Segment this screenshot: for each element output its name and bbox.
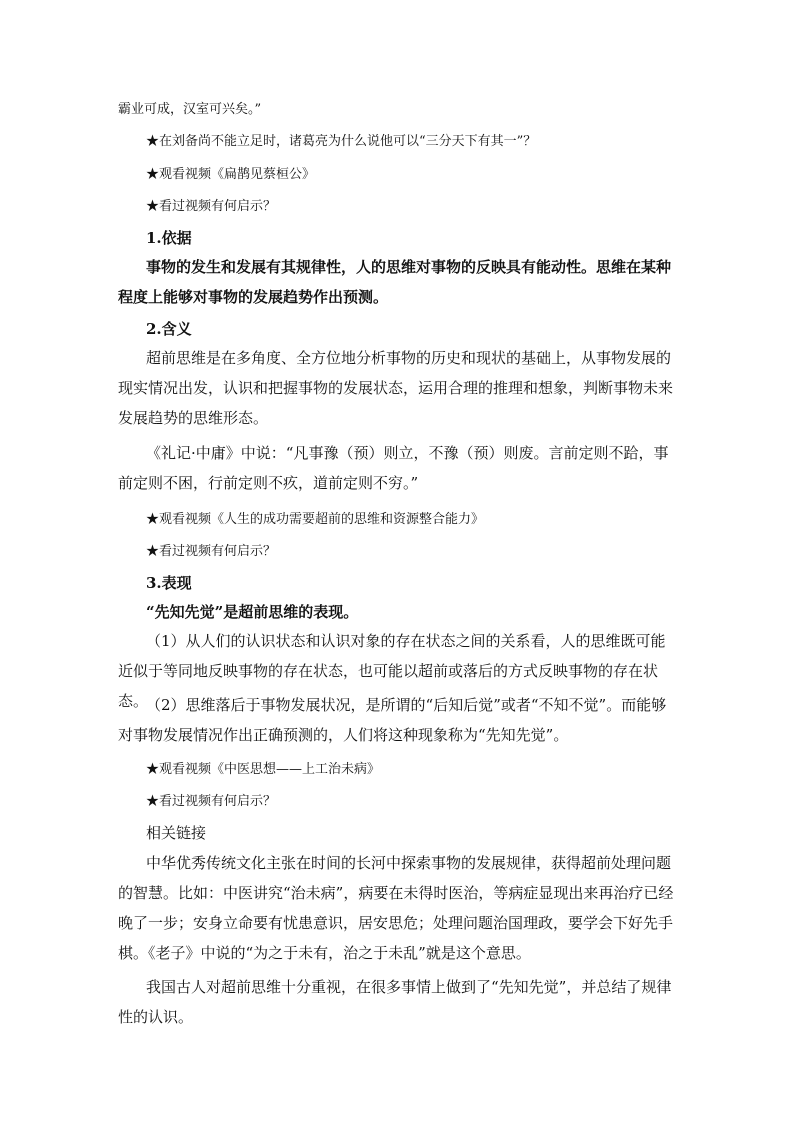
question-line: ★看过视频有何启示？ <box>146 199 277 214</box>
section-heading: 2.含义 <box>146 320 192 338</box>
quote-paragraph: 《礼记·中庸》中说：“凡事豫（预）则立，不豫（预）则废。言前定则不跲，事前定则不困，行前定则不疚，道前定则不穷。” <box>118 444 669 492</box>
text-line: 霸业可成，汉室可兴矣。” <box>118 102 262 117</box>
video-line: ★观看视频《中医思想——上工治未病》 <box>146 762 381 777</box>
perf-point-2: （2）思维落后于事物发展状况，是所谓的“后知后觉”或者“不知不觉”。而能够对事物发展情况作出正确预测的，人们将这种现象称为“先知先觉”。 <box>118 696 667 744</box>
related-links-paragraph: 中华优秀传统文化主张在时间的长河中探索事物的发展规律，获得超前处理问题的智慧。比如：中医讲究“治未病”，病要在未得时医治，等病症显现出来再治疗已经晚了一步；安身立命要有忧患意识，居安思危；处理问题治国理政，要学会下好先手棋。《老子》中说的“为之于未有，治之于未乱”就是这个意思。 <box>118 854 674 962</box>
question-line: ★看过视频有何启示？ <box>146 544 277 559</box>
question-line: ★在刘备尚不能立足时，诸葛亮为什么说他可以“三分天下有其一”？ <box>146 134 537 149</box>
related-links-title: 相关链接 <box>146 824 207 842</box>
video-line: ★观看视频《扁鹊见蔡桓公》 <box>146 167 316 182</box>
section-heading: 1.依据 <box>146 229 192 247</box>
ancient-paragraph: 我国古人对超前思维十分重视，在很多事情上做到了“先知先觉”，并总结了规律性的认识。 <box>118 978 672 1026</box>
video-line: ★观看视频《人生的成功需要超前的思维和资源整合能力》 <box>146 512 485 527</box>
perf-point-1: （1）从人们的认识状态和认识对象的存在状态之间的关系看，人的思维既可能近似于等同地反映事物的存在状态，也可能以超前或落后的方式反映事物的存在状态。 <box>118 632 666 710</box>
basis-paragraph: 事物的发生和发展有其规律性，人的思维对事物的反映具有能动性。思维在某种程度上能够对事物的发展趋势作出预测。 <box>118 258 672 306</box>
meaning-paragraph: 超前思维是在多角度、全方位地分析事物的历史和现状的基础上，从事物发展的现实情况出发，认识和把握事物的发展状态，运用合理的推理和想象，判断事物未来发展趋势的思维形态。 <box>118 349 674 427</box>
perf-intro: “先知先觉”是超前思维的表现。 <box>146 603 359 621</box>
section-heading: 3.表现 <box>146 574 192 592</box>
question-line: ★看过视频有何启示？ <box>146 794 277 809</box>
